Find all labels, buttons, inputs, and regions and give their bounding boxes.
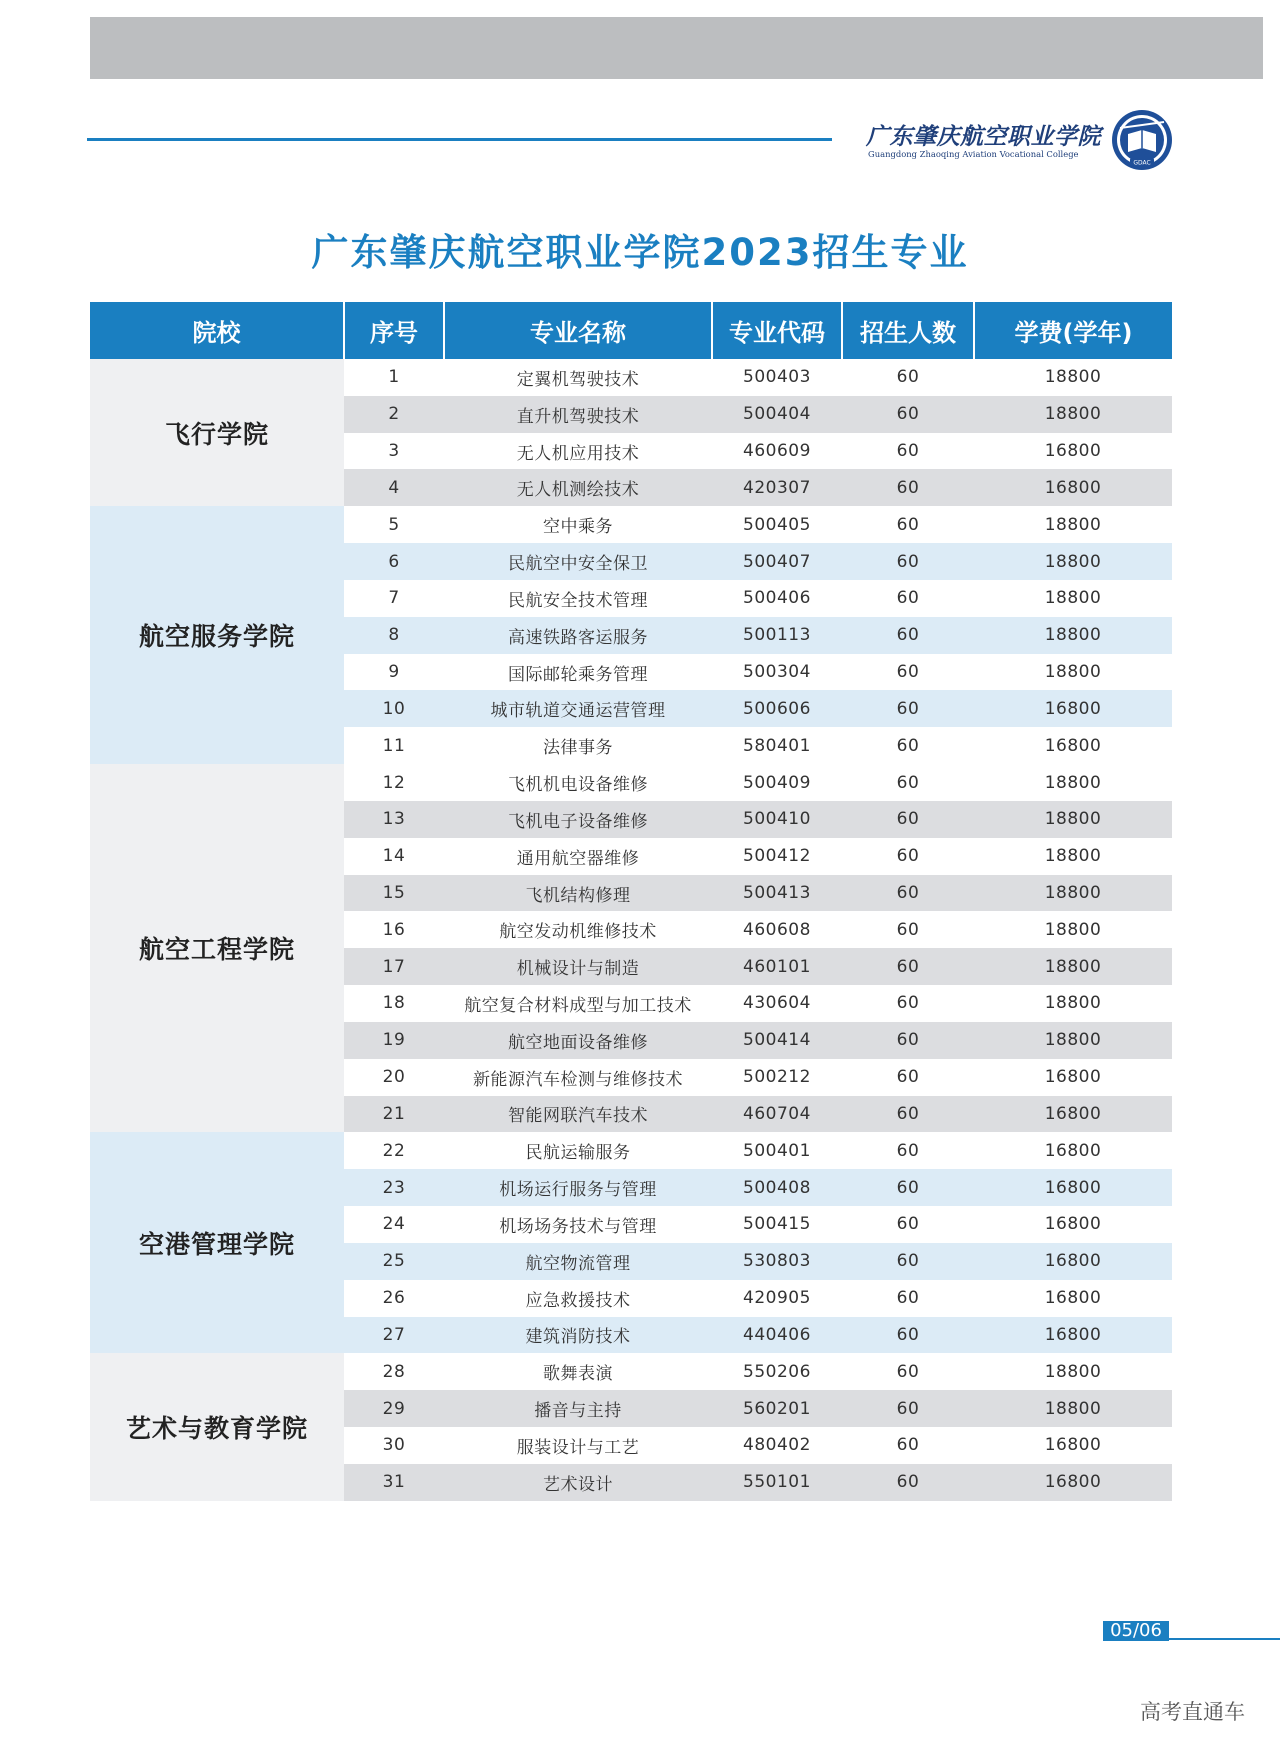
enrollment-count: 60 xyxy=(896,662,920,683)
header-tuition: 学费(学年) xyxy=(974,302,1172,359)
tuition-fee: 18800 xyxy=(974,543,1172,580)
major-code: 500415 xyxy=(743,1214,811,1235)
tuition-fee: 16800 xyxy=(974,1169,1172,1206)
header-enrollment: 招生人数 xyxy=(842,302,974,359)
row-number: 5 xyxy=(388,514,400,535)
major-name: 机械设计与制造 xyxy=(444,948,712,985)
enrollment-count: 60 xyxy=(896,1288,920,1309)
major-name: 无人机应用技术 xyxy=(516,443,640,464)
tuition-fee: 16800 xyxy=(974,1317,1172,1354)
major-name: 建筑消防技术 xyxy=(444,1317,712,1354)
tuition-fee: 18800 xyxy=(1044,993,1102,1014)
top-gray-banner xyxy=(90,17,1263,79)
major-name: 高速铁路客运服务 xyxy=(444,617,712,654)
tuition-fee: 18800 xyxy=(974,1022,1172,1059)
enrollment-count: 60 xyxy=(842,617,974,654)
major-name: 直升机驾驶技术 xyxy=(444,396,712,433)
header-number: 序号 xyxy=(344,302,444,359)
major-name: 飞机机电设备维修 xyxy=(508,775,648,796)
tuition-fee: 18800 xyxy=(1044,367,1102,388)
major-name: 空中乘务 xyxy=(543,517,613,538)
row-number: 23 xyxy=(344,1169,444,1206)
enrollment-count: 60 xyxy=(842,1390,974,1427)
header-major-name: 专业名称 xyxy=(444,302,712,359)
tuition-fee: 16800 xyxy=(974,1243,1172,1280)
major-code: 420307 xyxy=(712,469,842,506)
tuition-fee: 18800 xyxy=(974,617,1172,654)
school-group xyxy=(90,764,1172,1132)
tuition-fee: 16800 xyxy=(1044,735,1102,756)
tuition-fee: 18800 xyxy=(974,1390,1172,1427)
enrollment-count: 60 xyxy=(842,1169,974,1206)
major-name: 服装设计与工艺 xyxy=(516,1437,640,1458)
major-code: 420905 xyxy=(743,1288,811,1309)
row-number: 21 xyxy=(344,1096,444,1133)
enrollment-count: 60 xyxy=(896,1140,920,1161)
major-code: 480402 xyxy=(743,1435,811,1456)
college-emblem-icon xyxy=(1110,108,1174,172)
header-major-code: 专业代码 xyxy=(712,302,842,359)
enrollment-count: 60 xyxy=(896,1067,920,1088)
enrollment-count: 60 xyxy=(896,1435,920,1456)
row-number: 22 xyxy=(382,1140,406,1161)
row-number: 12 xyxy=(382,772,406,793)
tuition-fee: 18800 xyxy=(974,396,1172,433)
tuition-fee: 16800 xyxy=(1044,441,1102,462)
page-number: 05/06 xyxy=(1103,1621,1169,1641)
tuition-fee: 16800 xyxy=(1044,1067,1102,1088)
tuition-fee: 18800 xyxy=(1044,846,1102,867)
enrollment-count: 60 xyxy=(896,919,920,940)
emblem-label: GDAC xyxy=(1133,159,1151,167)
school-name: 航空工程学院 xyxy=(90,764,344,1132)
enrollment-count: 60 xyxy=(842,801,974,838)
school-name: 飞行学院 xyxy=(90,359,344,506)
row-number: 1 xyxy=(388,367,400,388)
major-name: 国际邮轮乘务管理 xyxy=(508,664,648,685)
enrollment-count: 60 xyxy=(842,1096,974,1133)
school-name: 艺术与教育学院 xyxy=(90,1353,344,1500)
admissions-table-wrapper xyxy=(90,302,1172,1501)
row-number: 15 xyxy=(344,875,444,912)
row-number: 3 xyxy=(388,441,400,462)
enrollment-count: 60 xyxy=(842,469,974,506)
admissions-table xyxy=(90,302,1172,1501)
enrollment-count: 60 xyxy=(896,735,920,756)
school-group xyxy=(90,1132,1172,1353)
tuition-fee: 18800 xyxy=(974,875,1172,912)
table-row xyxy=(90,764,1172,801)
table-row xyxy=(90,506,1172,543)
row-number: 18 xyxy=(382,993,406,1014)
row-number: 14 xyxy=(382,846,406,867)
major-code: 560201 xyxy=(712,1390,842,1427)
school-group xyxy=(90,1353,1172,1500)
major-name: 应急救援技术 xyxy=(525,1290,631,1311)
major-code: 580401 xyxy=(743,735,811,756)
row-number: 20 xyxy=(382,1067,406,1088)
major-name: 飞机电子设备维修 xyxy=(444,801,712,838)
tuition-fee: 16800 xyxy=(974,469,1172,506)
enrollment-count: 60 xyxy=(896,772,920,793)
school-name: 航空服务学院 xyxy=(90,506,344,764)
major-name: 通用航空器维修 xyxy=(516,848,640,869)
tuition-fee: 18800 xyxy=(974,801,1172,838)
major-name: 航空物流管理 xyxy=(444,1243,712,1280)
enrollment-count: 60 xyxy=(842,875,974,912)
row-number: 6 xyxy=(344,543,444,580)
school-name: 空港管理学院 xyxy=(90,1132,344,1353)
enrollment-count: 60 xyxy=(842,1243,974,1280)
row-number: 9 xyxy=(388,662,400,683)
major-name: 定翼机驾驶技术 xyxy=(516,369,640,390)
row-number: 11 xyxy=(382,735,406,756)
tuition-fee: 16800 xyxy=(974,690,1172,727)
major-name: 航空地面设备维修 xyxy=(444,1022,712,1059)
major-code: 460101 xyxy=(712,948,842,985)
row-number: 30 xyxy=(382,1435,406,1456)
enrollment-count: 60 xyxy=(842,1317,974,1354)
tuition-fee: 18800 xyxy=(1044,514,1102,535)
logo-english-name: Guangdong Zhaoqing Aviation Vocational College xyxy=(868,149,1079,159)
table-row xyxy=(90,359,1172,396)
major-code: 500401 xyxy=(743,1140,811,1161)
major-code: 500212 xyxy=(743,1067,811,1088)
table-row xyxy=(90,1132,1172,1169)
major-code: 500606 xyxy=(712,690,842,727)
header-rule xyxy=(87,138,832,141)
major-code: 500304 xyxy=(743,662,811,683)
tuition-fee: 16800 xyxy=(1044,1140,1102,1161)
row-number: 24 xyxy=(382,1214,406,1235)
enrollment-count: 60 xyxy=(842,1464,974,1501)
row-number: 2 xyxy=(344,396,444,433)
major-code: 430604 xyxy=(743,993,811,1014)
school-group xyxy=(90,506,1172,764)
major-code: 500113 xyxy=(712,617,842,654)
major-code: 440406 xyxy=(712,1317,842,1354)
row-number: 25 xyxy=(344,1243,444,1280)
major-code: 550206 xyxy=(743,1361,811,1382)
major-code: 500404 xyxy=(712,396,842,433)
logo-chinese-name: 广东肇庆航空职业学院 xyxy=(866,123,1101,150)
enrollment-count: 60 xyxy=(896,1361,920,1382)
enrollment-count: 60 xyxy=(896,588,920,609)
enrollment-count: 60 xyxy=(842,1022,974,1059)
row-number: 4 xyxy=(344,469,444,506)
school-group xyxy=(90,359,1172,506)
major-code: 500410 xyxy=(712,801,842,838)
watermark-text: 高考直通车 xyxy=(1140,1700,1245,1724)
tuition-fee: 16800 xyxy=(1044,1288,1102,1309)
major-name: 民航空中安全保卫 xyxy=(444,543,712,580)
row-number: 8 xyxy=(344,617,444,654)
tuition-fee: 18800 xyxy=(1044,1361,1102,1382)
major-name: 播音与主持 xyxy=(444,1390,712,1427)
major-name: 航空发动机维修技术 xyxy=(499,922,657,943)
major-name: 民航运输服务 xyxy=(525,1143,631,1164)
major-code: 460609 xyxy=(743,441,811,462)
row-number: 10 xyxy=(344,690,444,727)
major-name: 艺术设计 xyxy=(444,1464,712,1501)
tuition-fee: 18800 xyxy=(1044,919,1102,940)
enrollment-count: 60 xyxy=(896,514,920,535)
major-code: 530803 xyxy=(712,1243,842,1280)
major-name: 飞机结构修理 xyxy=(444,875,712,912)
table-row xyxy=(90,1353,1172,1390)
major-code: 550101 xyxy=(712,1464,842,1501)
tuition-fee: 16800 xyxy=(974,1096,1172,1133)
major-code: 500414 xyxy=(712,1022,842,1059)
row-number: 26 xyxy=(382,1288,406,1309)
row-number: 31 xyxy=(344,1464,444,1501)
major-name: 法律事务 xyxy=(543,738,613,759)
row-number: 19 xyxy=(344,1022,444,1059)
major-name: 新能源汽车检测与维修技术 xyxy=(473,1069,683,1090)
major-code: 500403 xyxy=(743,367,811,388)
row-number: 13 xyxy=(344,801,444,838)
major-name: 智能网联汽车技术 xyxy=(444,1096,712,1133)
major-code: 460704 xyxy=(712,1096,842,1133)
major-code: 500407 xyxy=(712,543,842,580)
major-name: 民航安全技术管理 xyxy=(508,590,648,611)
row-number: 28 xyxy=(382,1361,406,1382)
tuition-fee: 16800 xyxy=(974,1464,1172,1501)
major-name: 歌舞表演 xyxy=(543,1364,613,1385)
tuition-fee: 18800 xyxy=(974,948,1172,985)
major-name: 城市轨道交通运营管理 xyxy=(444,690,712,727)
major-name: 机场运行服务与管理 xyxy=(444,1169,712,1206)
table-header-row xyxy=(90,302,1172,359)
tuition-fee: 16800 xyxy=(1044,1435,1102,1456)
page-number-rule xyxy=(1169,1638,1280,1640)
enrollment-count: 60 xyxy=(896,846,920,867)
row-number: 7 xyxy=(388,588,400,609)
major-code: 500413 xyxy=(712,875,842,912)
enrollment-count: 60 xyxy=(896,1214,920,1235)
row-number: 17 xyxy=(344,948,444,985)
tuition-fee: 18800 xyxy=(1044,588,1102,609)
major-name: 航空复合材料成型与加工技术 xyxy=(464,995,692,1016)
major-code: 500409 xyxy=(743,772,811,793)
header-school: 院校 xyxy=(90,302,344,359)
document-title: 广东肇庆航空职业学院2023招生专业 xyxy=(311,231,969,274)
major-name: 机场场务技术与管理 xyxy=(499,1216,657,1237)
enrollment-count: 60 xyxy=(842,396,974,433)
enrollment-count: 60 xyxy=(896,993,920,1014)
enrollment-count: 60 xyxy=(842,543,974,580)
major-code: 500408 xyxy=(712,1169,842,1206)
tuition-fee: 18800 xyxy=(1044,772,1102,793)
row-number: 29 xyxy=(344,1390,444,1427)
enrollment-count: 60 xyxy=(842,948,974,985)
row-number: 16 xyxy=(382,919,406,940)
enrollment-count: 60 xyxy=(896,367,920,388)
major-code: 500406 xyxy=(743,588,811,609)
tuition-fee: 18800 xyxy=(1044,662,1102,683)
enrollment-count: 60 xyxy=(842,690,974,727)
major-code: 500405 xyxy=(743,514,811,535)
enrollment-count: 60 xyxy=(896,441,920,462)
college-logo xyxy=(866,110,1101,170)
major-name: 无人机测绘技术 xyxy=(444,469,712,506)
row-number: 27 xyxy=(344,1317,444,1354)
major-code: 460608 xyxy=(743,919,811,940)
major-code: 500412 xyxy=(743,846,811,867)
tuition-fee: 16800 xyxy=(1044,1214,1102,1235)
